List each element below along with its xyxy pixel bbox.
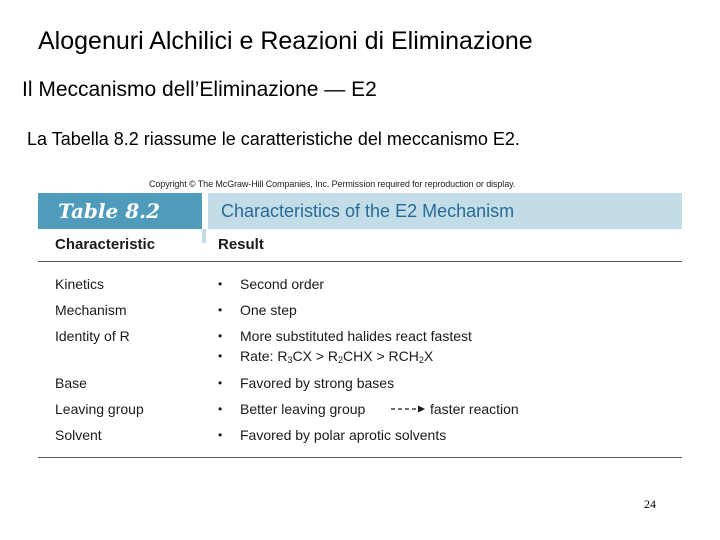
caption-divider: [202, 193, 208, 229]
copyright-notice: Copyright © The McGraw-Hill Companies, Inc. Permission required for reproduction or display.: [149, 179, 516, 189]
bullet: •: [218, 329, 223, 343]
bullet: •: [218, 376, 223, 390]
row-value-rate: Rate: $R_3CX > R_2CHX > RCH_2X$: [240, 348, 434, 365]
row-label-mechanism: Mechanism: [55, 302, 127, 318]
slide-subtitle: Il Meccanismo dell’Eliminazione — E2: [22, 78, 377, 101]
intro-text: La Tabella 8.2 riassume le caratteristiche del meccanismo E2.: [27, 129, 520, 149]
bullet: •: [218, 428, 223, 442]
column-divider: [202, 229, 206, 243]
table-number: Table 8.2: [58, 199, 160, 223]
bullet: •: [218, 402, 223, 416]
column-header-characteristic: Characteristic: [55, 236, 156, 253]
bullet: •: [218, 349, 223, 363]
table-caption: Characteristics of the E2 Mechanism: [221, 201, 515, 221]
table-top-rule: [38, 261, 682, 262]
bullet: •: [218, 277, 223, 291]
row-value-base: Favored by strong bases: [240, 375, 395, 391]
table-header-band: [38, 193, 682, 229]
row-value-identity: More substituted halides react fastest: [240, 328, 472, 344]
page-number: 24: [644, 497, 656, 511]
table-bottom-rule: [38, 457, 682, 458]
row-value-kinetics: Second order: [240, 276, 325, 292]
dashed-arrow-icon: [390, 404, 426, 414]
bullet: •: [218, 303, 223, 317]
column-header-result: Result: [218, 236, 264, 253]
row-label-identity: Identity of R: [55, 328, 130, 344]
row-value-solvent: Favored by polar aprotic solvents: [240, 427, 447, 443]
row-label-kinetics: Kinetics: [55, 276, 105, 292]
row-value-leaving-group-result: faster reaction: [430, 401, 519, 417]
row-value-leaving-group: Better leaving group: [240, 401, 366, 417]
table-number-box: [38, 193, 202, 229]
row-label-leaving-group: Leaving group: [55, 401, 144, 417]
row-label-base: Base: [55, 375, 87, 391]
row-label-solvent: Solvent: [55, 427, 102, 443]
slide-title: Alogenuri Alchilici e Reazioni di Eliminazione: [38, 27, 533, 55]
row-value-mechanism: One step: [240, 302, 297, 318]
